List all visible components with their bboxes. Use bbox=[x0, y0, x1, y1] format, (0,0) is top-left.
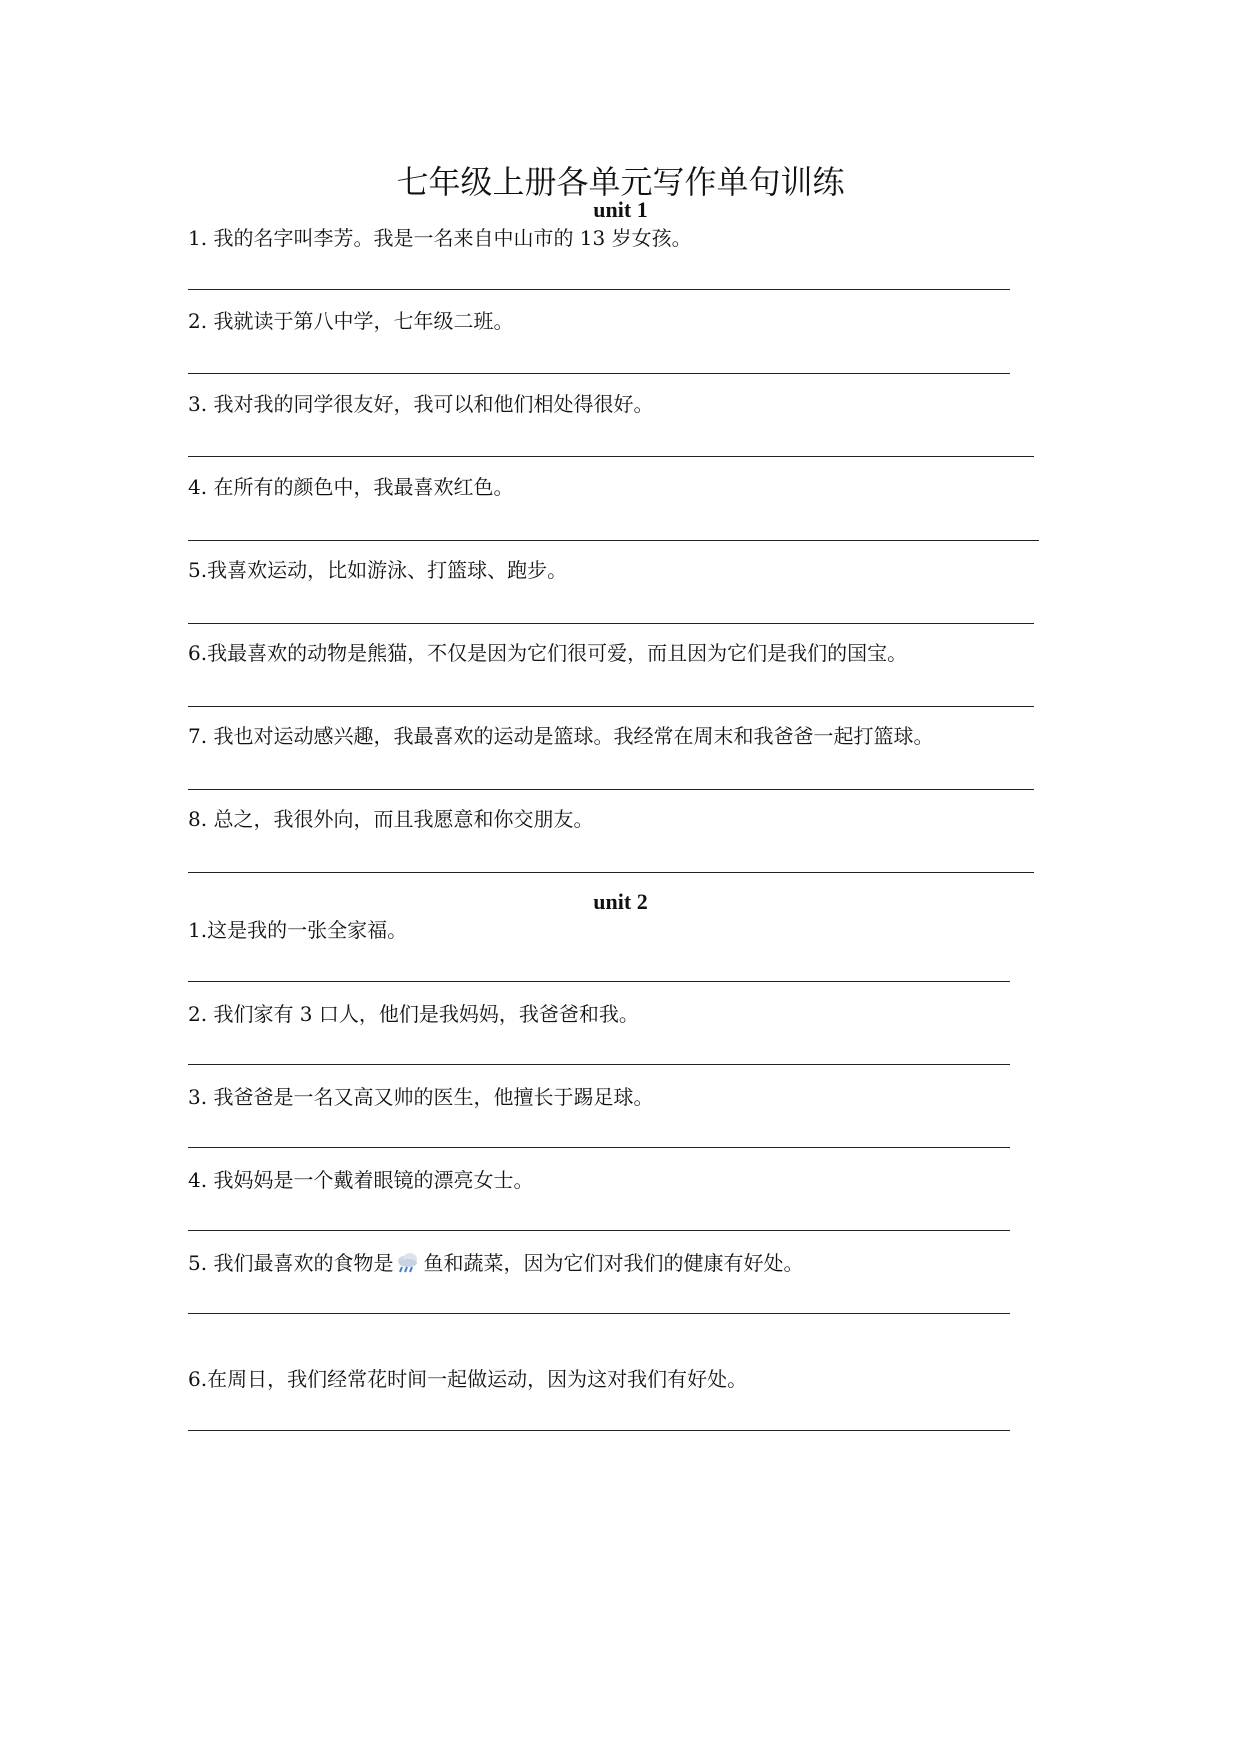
unit-2-item-1: 1.这是我的一张全家福。 bbox=[188, 918, 408, 942]
unit-1-item-1: 1. 我的名字叫李芳。我是一名来自中山市的 13 岁女孩。 bbox=[188, 226, 692, 250]
answer-line[interactable] bbox=[188, 1230, 1010, 1231]
page-title: 七年级上册各单元写作单句训练 bbox=[396, 163, 845, 201]
unit-1-item-3: 3. 我对我的同学很友好，我可以和他们相处得很好。 bbox=[188, 392, 654, 416]
answer-line[interactable] bbox=[188, 289, 1010, 290]
answer-line[interactable] bbox=[188, 1430, 1010, 1431]
rain-cloud-icon bbox=[395, 1252, 421, 1274]
unit-1-item-8: 8. 总之，我很外向，而且我愿意和你交朋友。 bbox=[188, 807, 594, 831]
unit-1-item-5: 5.我喜欢运动，比如游泳、打篮球、跑步。 bbox=[188, 558, 568, 582]
unit-2-item-2: 2. 我们家有 3 口人，他们是我妈妈，我爸爸和我。 bbox=[188, 1002, 639, 1026]
answer-line[interactable] bbox=[188, 456, 1034, 457]
answer-line[interactable] bbox=[188, 872, 1034, 873]
answer-line[interactable] bbox=[188, 706, 1034, 707]
unit-2-item-5-after: 鱼和蔬菜，因为它们对我们的健康有好处。 bbox=[423, 1251, 804, 1275]
answer-line[interactable] bbox=[188, 981, 1010, 982]
unit-1-item-2: 2. 我就读于第八中学，七年级二班。 bbox=[188, 309, 514, 333]
answer-line[interactable] bbox=[188, 623, 1034, 624]
unit-1-item-6: 6.我最喜欢的动物是熊猫，不仅是因为它们很可爱，而且因为它们是我们的国宝。 bbox=[188, 641, 908, 665]
unit-1-item-4: 4. 在所有的颜色中，我最喜欢红色。 bbox=[188, 475, 514, 499]
answer-line[interactable] bbox=[188, 1147, 1010, 1148]
unit-2-item-4: 4. 我妈妈是一个戴着眼镜的漂亮女士。 bbox=[188, 1168, 534, 1192]
unit-2-item-6: 6.在周日，我们经常花时间一起做运动，因为这对我们有好处。 bbox=[188, 1367, 748, 1391]
unit-2-item-3: 3. 我爸爸是一名又高又帅的医生，他擅长于踢足球。 bbox=[188, 1085, 654, 1109]
unit-2-item-5 bbox=[188, 1249, 803, 1277]
answer-line[interactable] bbox=[188, 1313, 1010, 1314]
unit-2-heading: unit 2 bbox=[593, 889, 648, 914]
answer-line[interactable] bbox=[188, 540, 1039, 541]
answer-line[interactable] bbox=[188, 789, 1034, 790]
unit-1-heading: unit 1 bbox=[593, 197, 648, 222]
unit-1-item-7: 7. 我也对运动感兴趣，我最喜欢的运动是篮球。我经常在周末和我爸爸一起打篮球。 bbox=[188, 724, 934, 748]
answer-line[interactable] bbox=[188, 1064, 1010, 1065]
answer-line[interactable] bbox=[188, 373, 1010, 374]
unit-2-item-5-before: 5. 我们最喜欢的食物是 bbox=[188, 1251, 394, 1275]
